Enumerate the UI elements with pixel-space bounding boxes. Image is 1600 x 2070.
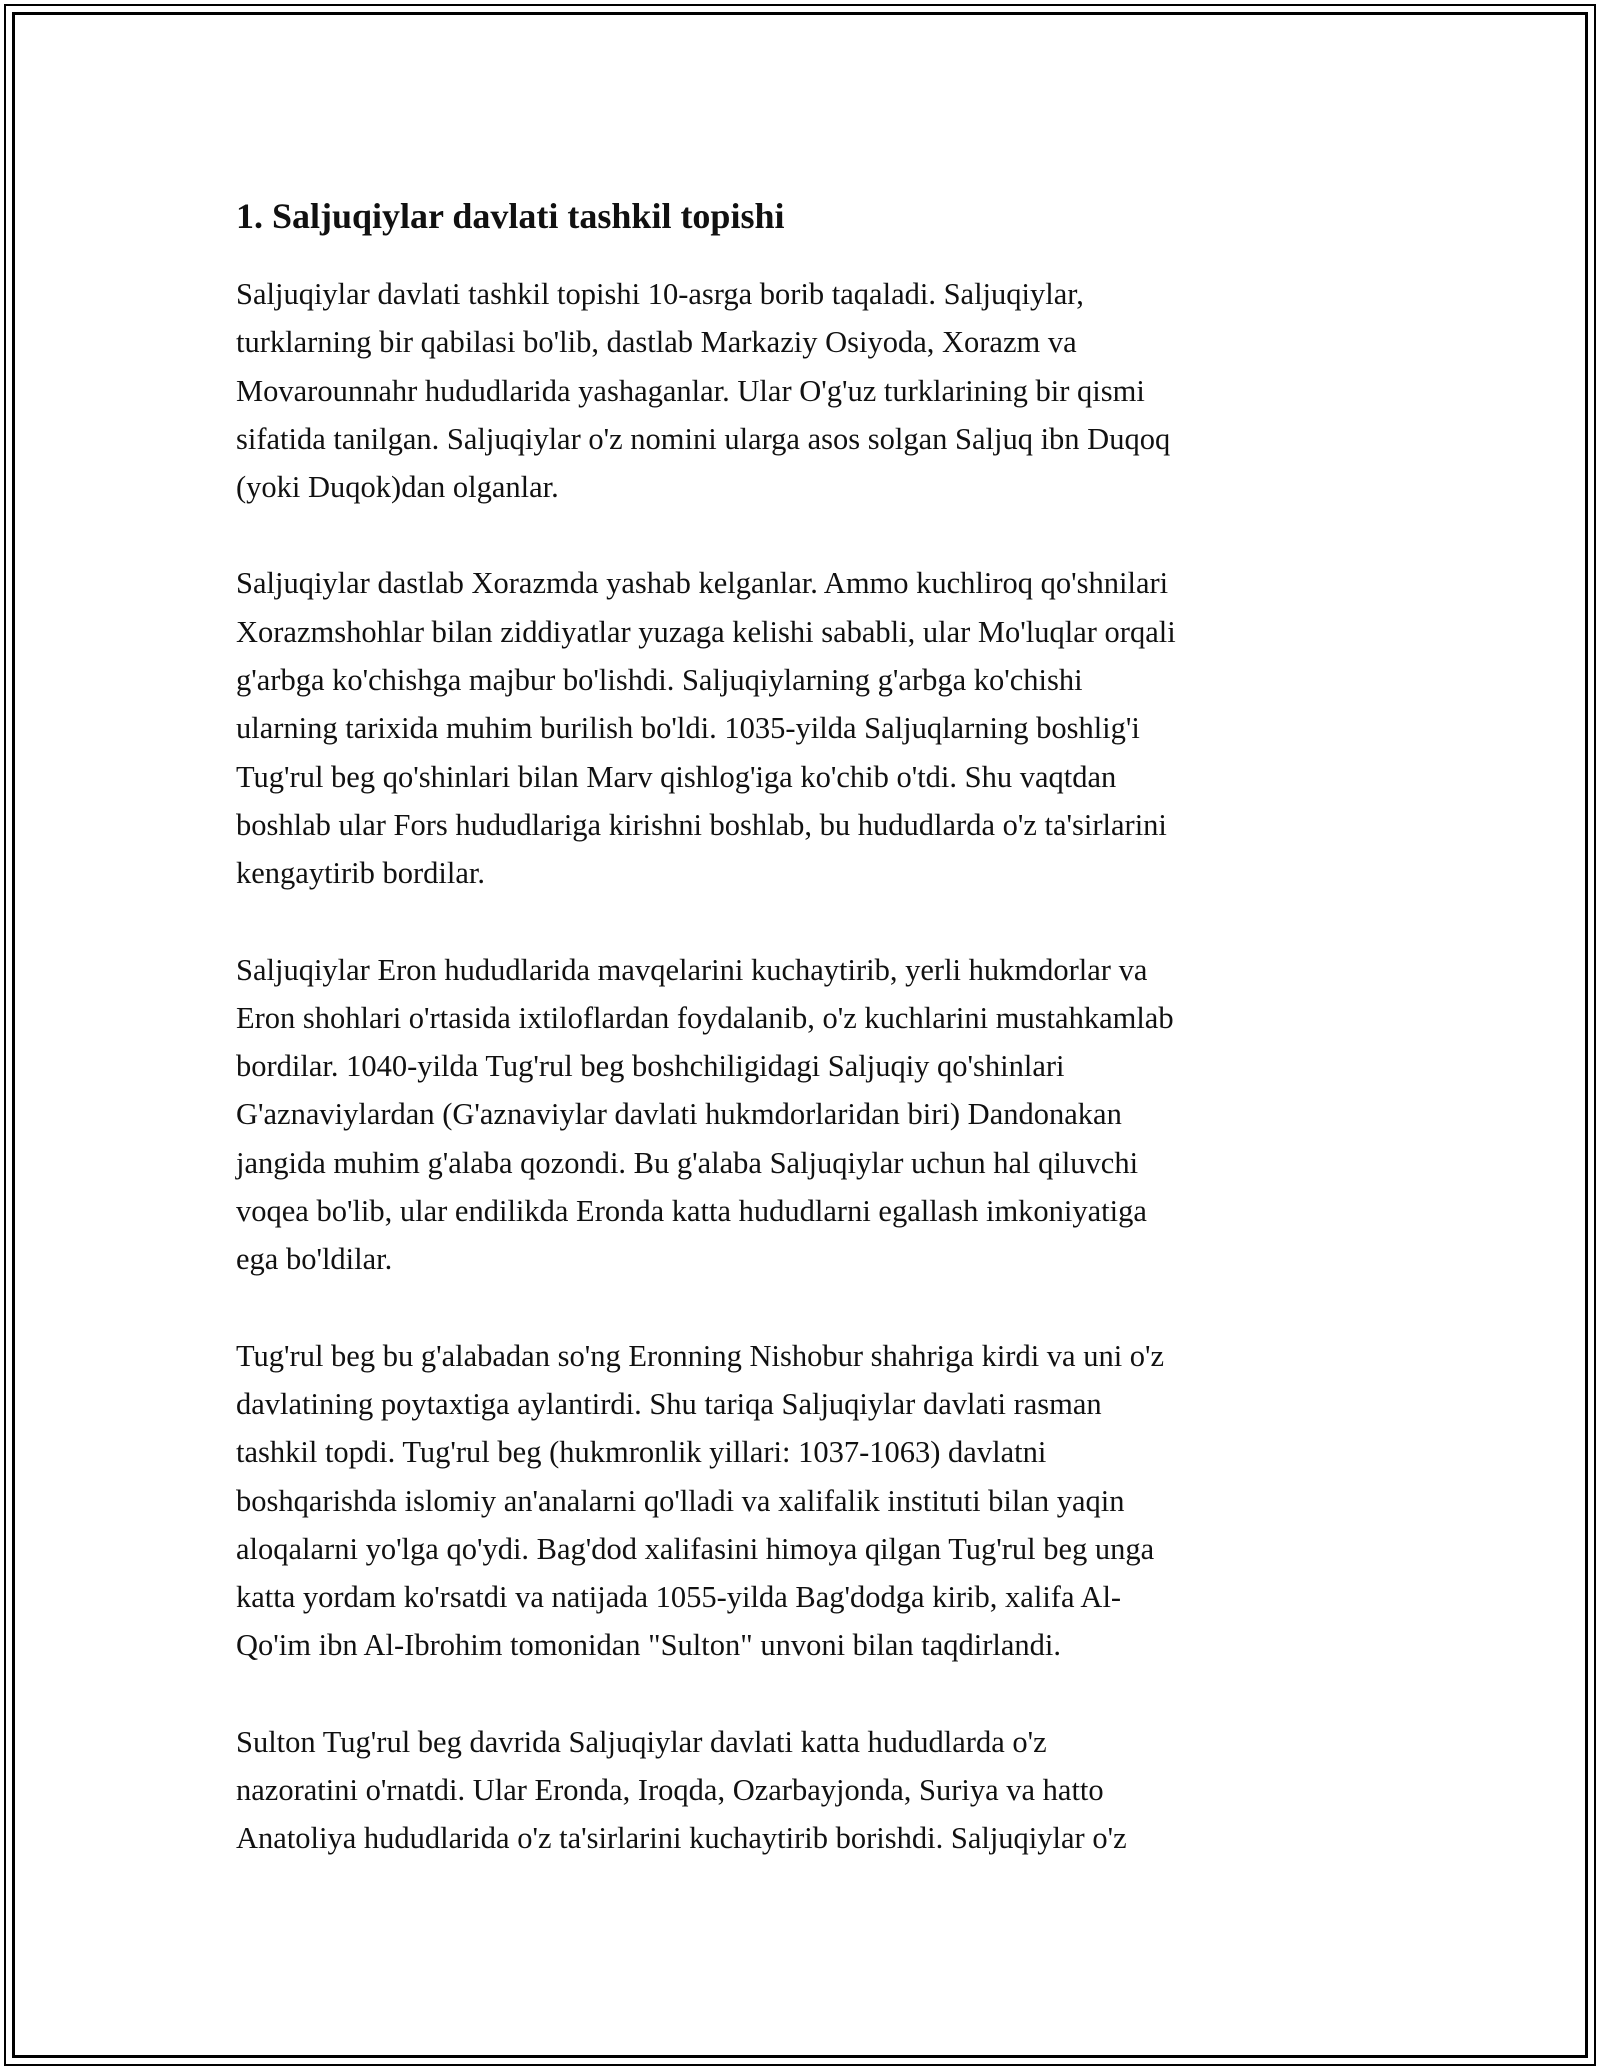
paragraph-migration	[236, 559, 1376, 897]
text-line: davlatining poytaxtiga aylantirdi. Shu tariqa Saljuqiylar davlati rasman	[236, 1386, 1102, 1421]
paragraph-dandonakan	[236, 946, 1376, 1284]
text-line: tashkil topdi. Tug'rul beg (hukmronlik yillari: 1037-1063) davlatni	[236, 1435, 1047, 1470]
paragraph-sultan-title	[236, 1332, 1376, 1670]
text-line: kengaytirib bordilar.	[236, 856, 486, 891]
section-title: 1. Saljuqiylar davlati tashkil topishi	[236, 196, 785, 236]
text-line: boshqarishda islomiy an'analarni qo'lladi va xalifalik instituti bilan yaqin	[236, 1483, 1125, 1518]
text-line: Saljuqiylar Eron hududlarida mavqelarini kuchaytirib, yerli hukmdorlar va	[236, 952, 1148, 987]
text-line: sifatida tanilgan. Saljuqiylar o'z nomini ularga asos solgan Saljuq ibn Duqoq	[236, 421, 1171, 456]
text-line: katta yordam ko'rsatdi va natijada 1055-yilda Bag'dodga kirib, xalifa Al-	[236, 1580, 1122, 1615]
text-line: boshlab ular Fors hududlariga kirishni boshlab, bu hududlarda o'z ta'sirlarini	[236, 807, 1167, 842]
text-line: Qo'im ibn Al-Ibrohim tomonidan "Sulton" unvoni bilan taqdirlandi.	[236, 1628, 1062, 1663]
text-line: jangida muhim g'alaba qozondi. Bu g'alaba Saljuqiylar uchun hal qiluvchi	[236, 1145, 1139, 1180]
text-line: g'arbga ko'chishga majbur bo'lishdi. Saljuqiylarning g'arbga ko'chishi	[236, 663, 1083, 698]
text-line: G'aznaviylardan (G'aznaviylar davlati hukmdorlaridan biri) Dandonakan	[236, 1097, 1122, 1132]
text-line: Eron shohlari o'rtasida ixtiloflardan foydalanib, o'z kuchlarini mustahkamlab	[236, 1000, 1174, 1035]
text-line: Tug'rul beg bu g'alabadan so'ng Eronning Nishobur shahriga kirdi va uni o'z	[236, 1338, 1165, 1373]
text-line: Sulton Tug'rul beg davrida Saljuqiylar davlati katta hududlarda o'z	[236, 1724, 1047, 1759]
text-line: turklarning bir qabilasi bo'lib, dastlab Markaziy Osiyoda, Xorazm va	[236, 325, 1077, 360]
text-line: ega bo'ldilar.	[236, 1242, 393, 1277]
document-body	[236, 188, 1376, 1911]
text-line: Movarounnahr hududlarida yashaganlar. Ular O'g'uz turklarining bir qismi	[236, 373, 1145, 408]
text-line: ularning tarixida muhim burilish bo'ldi. 1035-yilda Saljuqlarning boshlig'i	[236, 711, 1140, 746]
text-line: Saljuqiylar dastlab Xorazmda yashab kelganlar. Ammo kuchliroq qo'shnilari	[236, 566, 1169, 601]
text-line: (yoki Duqok)dan olganlar.	[236, 470, 559, 505]
paragraph-origins	[236, 270, 1376, 511]
text-line: aloqalarni yo'lga qo'ydi. Bag'dod xalifasini himoya qilgan Tug'rul beg unga	[236, 1531, 1155, 1566]
text-line: voqea bo'lib, ular endilikda Eronda katta hududlarni egallash imkoniyatiga	[236, 1194, 1147, 1229]
text-line: Anatoliya hududlarida o'z ta'sirlarini kuchaytirib borishdi. Saljuqiylar o'z	[236, 1821, 1127, 1856]
text-line: Saljuqiylar davlati tashkil topishi 10-asrga borib taqaladi. Saljuqiylar,	[236, 277, 1084, 311]
paragraph-expansion	[236, 1718, 1376, 1863]
text-line: bordilar. 1040-yilda Tug'rul beg boshchiligidagi Saljuqiy qo'shinlari	[236, 1049, 1065, 1084]
text-line: Tug'rul beg qo'shinlari bilan Marv qishlog'iga ko'chib o'tdi. Shu vaqtdan	[236, 759, 1117, 794]
text-line: nazoratini o'rnatdi. Ular Eronda, Iroqda, Ozarbayjonda, Suriya va hatto	[236, 1773, 1104, 1808]
text-line: Xorazmshohlar bilan ziddiyatlar yuzaga kelishi sababli, ular Mo'luqlar orqali	[236, 614, 1176, 649]
